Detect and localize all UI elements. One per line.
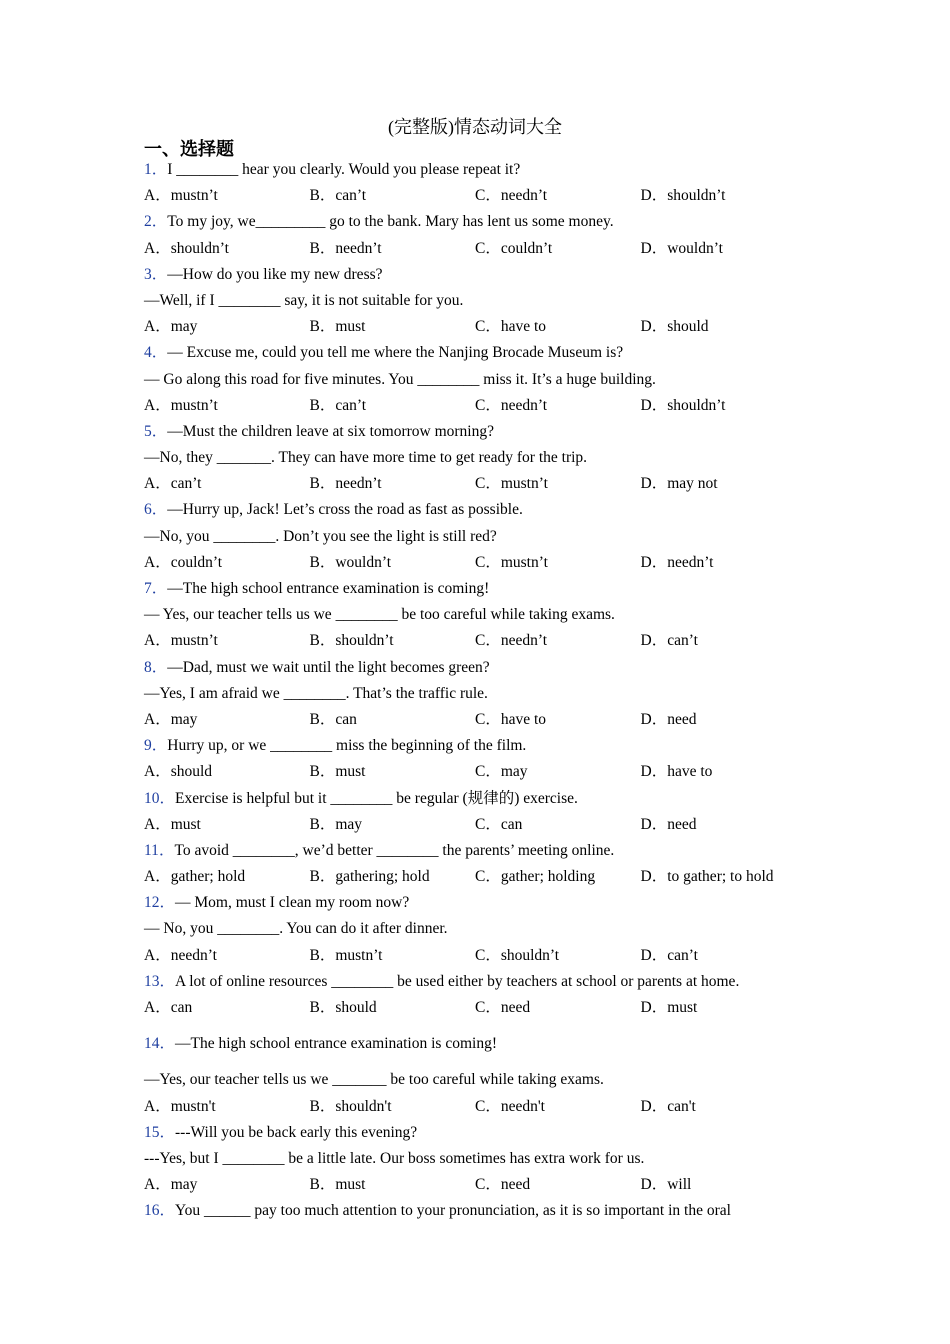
- answer-option[interactable]: A．shouldn’t: [144, 239, 229, 257]
- question-text: —The high school entrance examination is coming!: [175, 1035, 497, 1053]
- answer-options: [144, 759, 844, 785]
- question-item: [144, 340, 844, 419]
- answer-options: [144, 314, 844, 340]
- question-text: To my joy, we_________ go to the bank. Mary has lent us some money.: [167, 213, 614, 231]
- answer-option[interactable]: C．needn’t: [475, 632, 548, 650]
- question-stem: [144, 838, 844, 864]
- question-dialogue-line: — Go along this road for five minutes. You ________ miss it. It’s a huge building.: [144, 370, 656, 388]
- question-dialogue-line: — Yes, our teacher tells us we ________ be too careful while taking exams.: [144, 606, 615, 624]
- question-number-separator: ．: [159, 894, 176, 912]
- question-item: [144, 419, 844, 498]
- question-stem: [144, 340, 844, 366]
- question-number-separator: ．: [151, 344, 168, 362]
- answer-option[interactable]: C．needn't: [475, 1097, 545, 1115]
- answer-option[interactable]: C．can: [475, 815, 523, 833]
- question-dialogue-line: —Yes, I am afraid we ________. That’s the traffic rule.: [144, 684, 488, 702]
- question-item: [144, 786, 844, 838]
- question-number: 9: [144, 737, 152, 755]
- answer-option[interactable]: B．can’t: [309, 396, 367, 414]
- question-text: I ________ hear you clearly. Would you please repeat it?: [167, 161, 521, 178]
- question-text: You ______ pay too much attention to your pronunciation, as it is so important in the oral: [175, 1202, 731, 1220]
- question-number-separator: ．: [151, 501, 168, 519]
- question-item: [144, 969, 844, 1021]
- question-stem: [144, 890, 844, 916]
- question-number-separator: ．: [159, 789, 176, 807]
- question-number: 8: [144, 658, 152, 676]
- answer-option[interactable]: A．mustn’t: [144, 632, 218, 650]
- answer-options: [144, 1094, 844, 1120]
- answer-options: [144, 864, 844, 890]
- answer-option[interactable]: B．shouldn't: [309, 1097, 392, 1115]
- question-number: 14: [144, 1035, 160, 1053]
- question-number: 2: [144, 213, 152, 231]
- question-text: —How do you like my new dress?: [167, 265, 383, 283]
- question-item: [144, 262, 844, 341]
- answer-options: [144, 1172, 844, 1198]
- question-number: 13: [144, 972, 160, 990]
- question-number-separator: ．: [151, 161, 168, 178]
- answer-option[interactable]: B．mustn’t: [309, 946, 383, 964]
- question-stem: [144, 1031, 844, 1057]
- answer-option[interactable]: B．must: [309, 318, 366, 336]
- page-title: (完整版)情态动词大全: [388, 117, 562, 137]
- question-dialogue-line: ---Yes, but I ________ be a little late. Our boss sometimes has extra work for us.: [144, 1149, 645, 1167]
- question-text: —Dad, must we wait until the light becomes green?: [167, 658, 490, 676]
- answer-option[interactable]: B．must: [309, 763, 366, 781]
- answer-option[interactable]: C．gather; holding: [475, 868, 596, 886]
- answer-option[interactable]: C．have to: [475, 318, 547, 336]
- answer-option[interactable]: D．can’t: [640, 632, 698, 650]
- answer-options: [144, 995, 844, 1021]
- question-item: [144, 209, 844, 261]
- question-number: 5: [144, 422, 152, 440]
- answer-option[interactable]: A．mustn't: [144, 1097, 216, 1115]
- question-stem: [144, 209, 844, 235]
- answer-option[interactable]: C．shouldn’t: [475, 946, 560, 964]
- question-dialogue-line: —No, you ________. Don’t you see the light is still red?: [144, 527, 497, 545]
- answer-option[interactable]: C．may: [475, 763, 528, 781]
- question-item: [144, 576, 844, 655]
- answer-option[interactable]: B．shouldn’t: [309, 632, 394, 650]
- question-number-separator: ．: [158, 841, 175, 859]
- answer-option[interactable]: A．must: [144, 815, 201, 833]
- question-item: [144, 890, 844, 969]
- question-dialogue-line: — No, you ________. You can do it after dinner.: [144, 920, 448, 938]
- question-text: —The high school entrance examination is coming!: [167, 580, 490, 597]
- answer-option[interactable]: B．can: [309, 710, 357, 728]
- question-number-separator: ．: [151, 213, 168, 231]
- answer-option[interactable]: D．can't: [640, 1097, 696, 1115]
- question-number: 16: [144, 1202, 160, 1220]
- question-item: [144, 1031, 844, 1120]
- answer-option[interactable]: C．needn’t: [475, 187, 548, 205]
- question-item: [144, 497, 844, 576]
- answer-option[interactable]: B．needn’t: [309, 239, 382, 257]
- answer-option[interactable]: A．can’t: [144, 475, 202, 493]
- answer-option[interactable]: D．should: [640, 318, 709, 336]
- question-text: —Hurry up, Jack! Let’s cross the road as fast as possible.: [167, 501, 523, 519]
- question-text: Hurry up, or we ________ miss the beginning of the film.: [167, 737, 527, 755]
- section-heading: 一、选择题: [144, 139, 234, 159]
- answer-option[interactable]: B．needn’t: [309, 475, 382, 493]
- question-item: [144, 838, 844, 890]
- answer-option[interactable]: A．may: [144, 1176, 198, 1194]
- answer-option[interactable]: C．couldn’t: [475, 239, 553, 257]
- question-item: [144, 733, 844, 785]
- answer-option[interactable]: B．must: [309, 1176, 366, 1194]
- question-number-separator: ．: [159, 1123, 176, 1141]
- answer-options: [144, 471, 844, 497]
- question-number: 10: [144, 789, 160, 807]
- question-text: Exercise is helpful but it ________ be regular (规律的) exercise.: [175, 789, 578, 807]
- question-dialogue-line: —Yes, our teacher tells us we _______ be too careful while taking exams.: [144, 1071, 604, 1089]
- question-dialogue-line: —Well, if I ________ say, it is not suitable for you.: [144, 291, 464, 309]
- question-number-separator: ．: [159, 972, 176, 990]
- answer-option[interactable]: A．may: [144, 710, 198, 728]
- answer-option[interactable]: A．can: [144, 999, 193, 1016]
- answer-options: [144, 943, 844, 969]
- answer-option[interactable]: B．gathering; hold: [309, 868, 430, 886]
- answer-option[interactable]: A．mustn’t: [144, 396, 218, 414]
- answer-option[interactable]: A．mustn’t: [144, 187, 218, 205]
- answer-option[interactable]: D．need: [640, 815, 697, 833]
- answer-option[interactable]: D．needn’t: [640, 553, 714, 571]
- question-stem: [144, 262, 844, 288]
- answer-option[interactable]: D．to gather; to hold: [640, 868, 774, 886]
- answer-option[interactable]: C．needn’t: [475, 396, 548, 414]
- answer-option[interactable]: D．shouldn’t: [640, 187, 726, 205]
- answer-option[interactable]: A．needn’t: [144, 946, 217, 964]
- question-item: [144, 655, 844, 734]
- answer-options: [144, 236, 844, 262]
- question-stem: [144, 969, 844, 995]
- answer-options: [144, 183, 844, 209]
- question-number-separator: ．: [151, 422, 168, 440]
- question-stem: [144, 497, 844, 523]
- question-number: 12: [144, 894, 160, 912]
- question-stem: [144, 1120, 844, 1146]
- answer-option[interactable]: A．should: [144, 763, 213, 781]
- question-stem: [144, 1198, 844, 1224]
- question-dialogue-line: —No, they _______. They can have more time to get ready for the trip.: [144, 449, 588, 467]
- answer-option[interactable]: C．need: [475, 1176, 531, 1194]
- question-number: 6: [144, 501, 152, 519]
- question-number: 3: [144, 265, 152, 283]
- question-number: 4: [144, 344, 152, 362]
- question-text: — Mom, must I clean my room now?: [175, 894, 410, 912]
- answer-option[interactable]: C．have to: [475, 710, 547, 728]
- question-number: 15: [144, 1123, 160, 1141]
- answer-options: [144, 812, 844, 838]
- answer-option[interactable]: A．gather; hold: [144, 868, 246, 886]
- question-stem: [144, 733, 844, 759]
- answer-option[interactable]: B．wouldn’t: [309, 553, 392, 571]
- answer-option[interactable]: D．will: [640, 1176, 692, 1194]
- question-text: To avoid ________, we’d better ________ the parents’ meeting online.: [174, 841, 615, 859]
- answer-option[interactable]: A．couldn’t: [144, 553, 223, 571]
- answer-option[interactable]: D．can’t: [640, 946, 698, 964]
- question-stem: [144, 576, 844, 602]
- question-list: [144, 157, 844, 1225]
- answer-options: [144, 628, 844, 654]
- answer-options: [144, 707, 844, 733]
- answer-option[interactable]: C．mustn’t: [475, 553, 548, 571]
- question-number-separator: ．: [151, 265, 168, 283]
- question-number-separator: ．: [151, 658, 168, 676]
- question-number-separator: ．: [159, 1202, 176, 1220]
- answer-option[interactable]: B．can’t: [309, 187, 367, 205]
- answer-option[interactable]: D．wouldn’t: [640, 239, 723, 257]
- question-item: [144, 157, 844, 209]
- question-item: [144, 1120, 844, 1199]
- answer-option[interactable]: B．may: [309, 815, 363, 833]
- question-text: A lot of online resources ________ be used either by teachers at school or parents at home.: [175, 972, 740, 990]
- answer-options: [144, 393, 844, 419]
- question-number-separator: ．: [151, 737, 168, 755]
- answer-option[interactable]: D．must: [640, 999, 698, 1016]
- question-text: — Excuse me, could you tell me where the Nanjing Brocade Museum is?: [167, 344, 624, 362]
- answer-option[interactable]: C．mustn’t: [475, 475, 548, 493]
- question-number-separator: ．: [159, 1035, 176, 1053]
- question-stem: [144, 655, 844, 681]
- question-number: 11: [144, 841, 159, 859]
- answer-option[interactable]: D．have to: [640, 763, 713, 781]
- question-number: 7: [144, 580, 152, 597]
- question-stem: [144, 419, 844, 445]
- question-number: 1: [144, 161, 152, 178]
- question-text: —Must the children leave at six tomorrow morning?: [167, 422, 494, 440]
- answer-option[interactable]: C．need: [475, 999, 531, 1016]
- question-number-separator: ．: [151, 580, 168, 597]
- question-text: ---Will you be back early this evening?: [175, 1123, 418, 1141]
- question-stem: [144, 786, 844, 812]
- answer-option[interactable]: D．need: [640, 710, 697, 728]
- question-stem: [144, 157, 844, 183]
- answer-option[interactable]: D．shouldn’t: [640, 396, 726, 414]
- answer-option[interactable]: A．may: [144, 318, 198, 336]
- answer-options: [144, 550, 844, 576]
- answer-option[interactable]: B．should: [309, 999, 377, 1016]
- question-item: [144, 1198, 844, 1224]
- answer-option[interactable]: D．may not: [640, 475, 718, 493]
